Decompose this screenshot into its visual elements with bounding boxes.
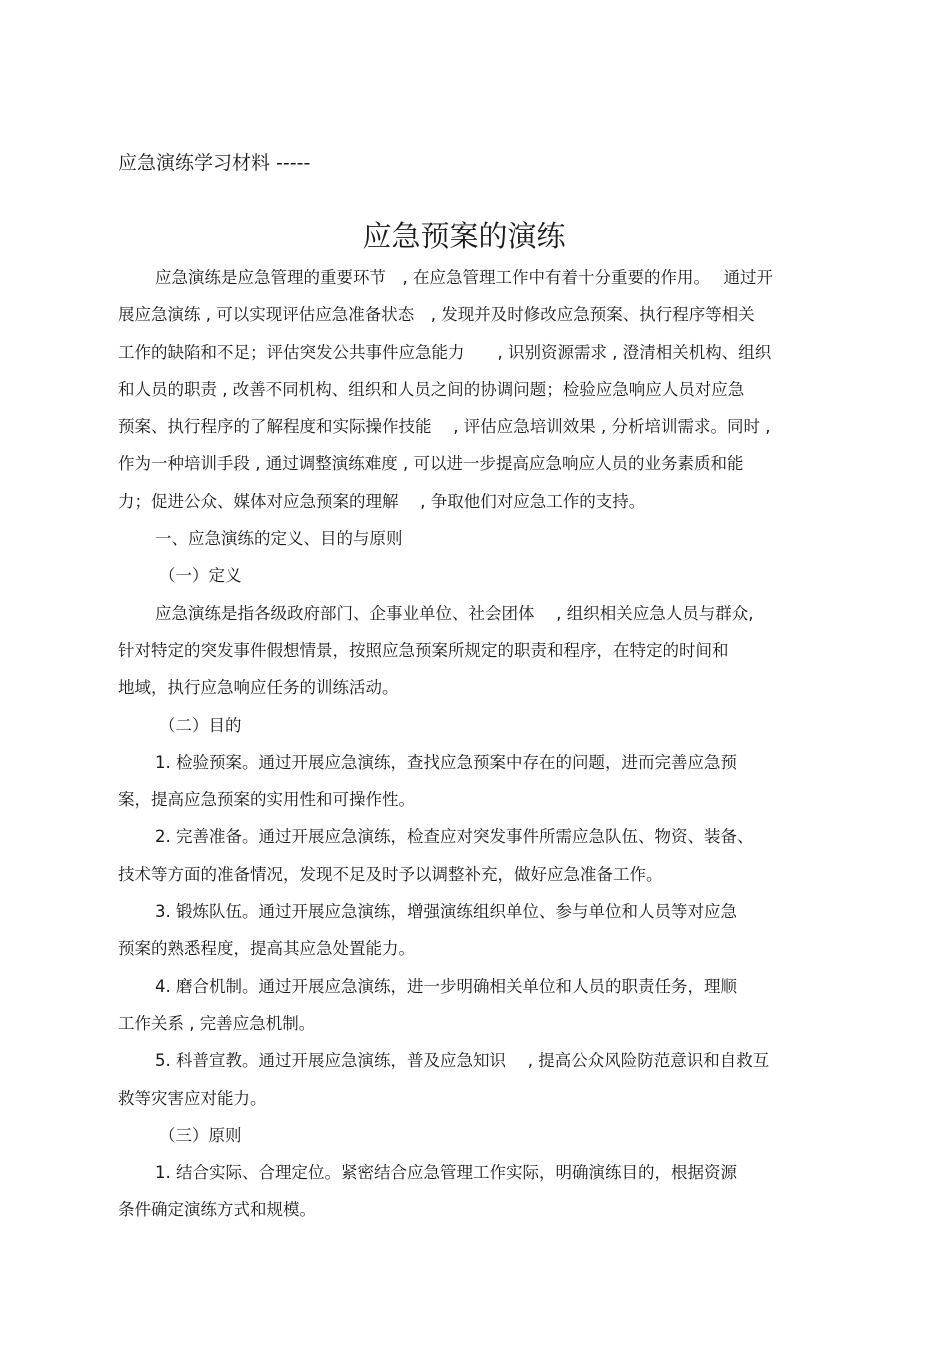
text-line: 应急演练是指各级政府部门、企事业单位、社会团体 , 组织相关应急人员与群众, bbox=[155, 603, 754, 623]
text-line: 地域，执行应急响应任务的训练活动。 bbox=[118, 678, 399, 698]
text-line: 案，提高应急预案的实用性和可操作性。 bbox=[118, 790, 415, 810]
text-line: 作为一种培训手段 , 通过调整演练难度 , 可以进一步提高应急响应人员的业务素质和能 bbox=[118, 454, 744, 474]
text-line: 预案的熟悉程度，提高其应急处置能力。 bbox=[118, 939, 415, 959]
text-line: 救等灾害应对能力。 bbox=[118, 1088, 267, 1108]
document-header: 应急演练学习材料 ----- bbox=[118, 152, 311, 174]
document-title: 应急预案的演练 bbox=[362, 219, 566, 253]
text-line: 工作的缺陷和不足；评估突发公共事件应急能力 , 识别资源需求 , 澄清相关机构、组织 bbox=[118, 342, 772, 362]
text-line: 一、应急演练的定义、目的与原则 bbox=[155, 529, 403, 549]
document-body bbox=[118, 264, 838, 1234]
text-line: 条件确定演练方式和规模。 bbox=[118, 1200, 316, 1220]
text-line: （一）定义 bbox=[159, 566, 242, 586]
text-line: 1. 检验预案。通过开展应急演练，查找应急预案中存在的问题，进而完善应急预 bbox=[155, 752, 737, 772]
text-line: 和人员的职责 , 改善不同机构、组织和人员之间的协调问题；检验应急响应人员对应急 bbox=[118, 379, 745, 399]
text-line: 技术等方面的准备情况，发现不足及时予以调整补充，做好应急准备工作。 bbox=[118, 864, 663, 884]
text-line: 针对特定的突发事件假想情景，按照应急预案所规定的职责和程序，在特定的时间和 bbox=[118, 640, 729, 660]
text-line: （二）目的 bbox=[159, 715, 242, 735]
text-line: 3. 锻炼队伍。通过开展应急演练，增强演练组织单位、参与单位和人员等对应急 bbox=[155, 902, 737, 922]
text-line: 展应急演练 , 可以实现评估应急准备状态 , 发现并及时修改应急预案、执行程序等相关 bbox=[118, 305, 755, 325]
text-line: 工作关系 , 完善应急机制。 bbox=[118, 1013, 316, 1033]
text-line: 应急演练是应急管理的重要环节 , 在应急管理工作中有着十分重要的作用。 通过开 bbox=[155, 268, 773, 287]
text-line: 预案、执行程序的了解程度和实际操作技能 , 评估应急培训效果 , 分析培训需求。同时 , bbox=[118, 417, 771, 437]
text-line: （三）原则 bbox=[159, 1125, 242, 1145]
text-line: 力；促进公众、媒体对应急预案的理解 , 争取他们对应急工作的支持。 bbox=[118, 491, 646, 511]
text-line: 4. 磨合机制。通过开展应急演练，进一步明确相关单位和人员的职责任务，理顺 bbox=[155, 976, 737, 996]
text-line: 5. 科普宣教。通过开展应急演练，普及应急知识 , 提高公众风险防范意识和自救互 bbox=[155, 1051, 770, 1071]
text-line: 2. 完善准备。通过开展应急演练，检查应对突发事件所需应急队伍、物资、装备、 bbox=[155, 827, 754, 847]
text-line: 1. 结合实际、合理定位。紧密结合应急管理工作实际，明确演练目的，根据资源 bbox=[155, 1163, 737, 1183]
